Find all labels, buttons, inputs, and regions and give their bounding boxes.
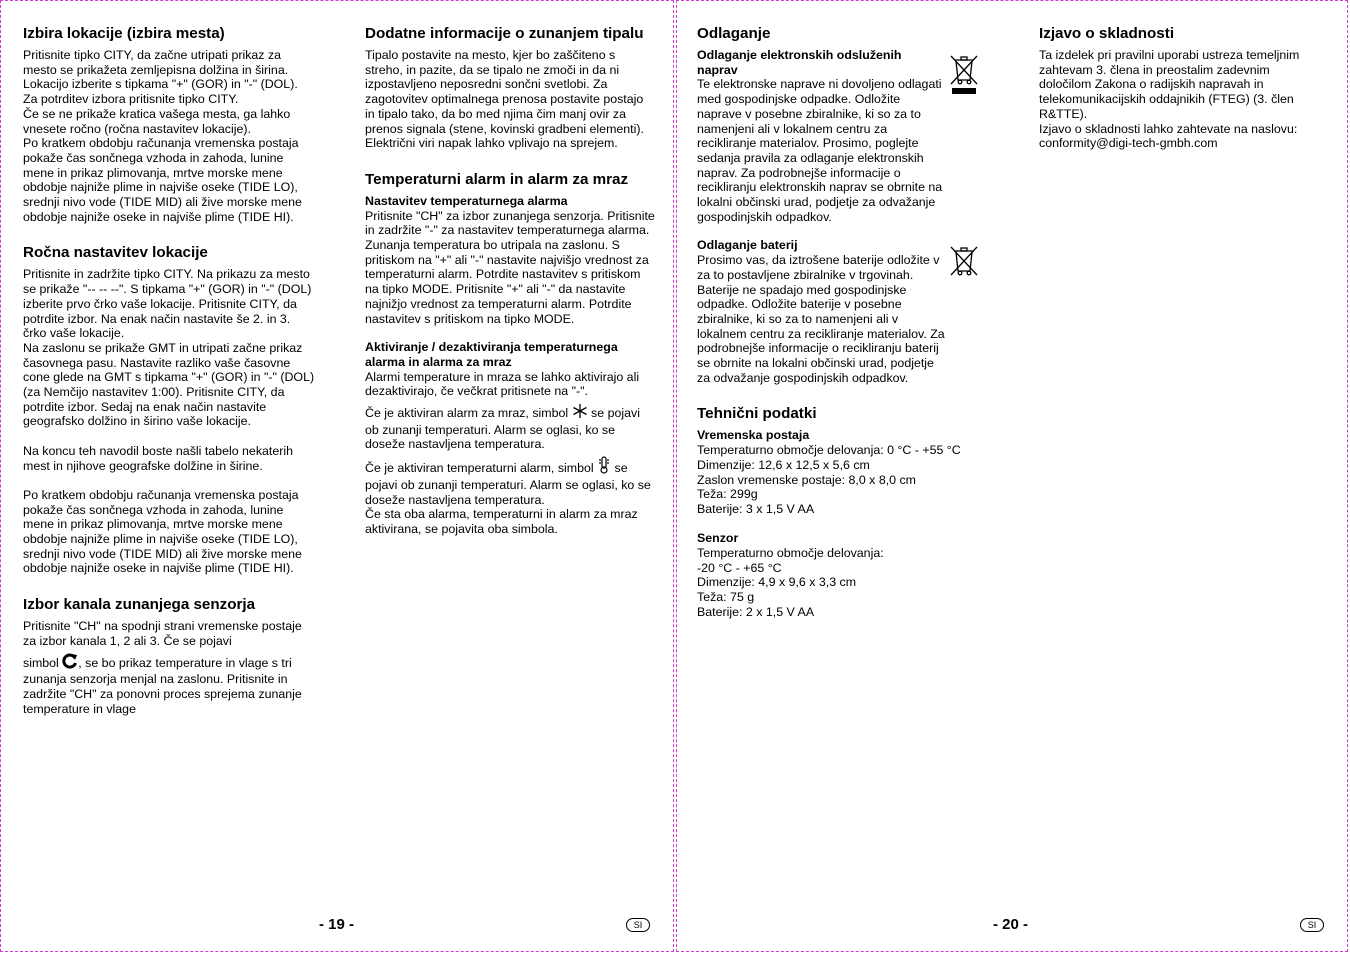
- spec-line: Temperaturno območje delovanja:: [697, 546, 884, 561]
- subheading: Senzor: [697, 531, 739, 546]
- paragraph: Če se ne prikaže kratica vašega mesta, ga lahko vnesete ročno (ročna nastavitev lokacije).: [23, 106, 291, 136]
- heading-izbira-lokacije: Izbira lokacije (izbira mesta): [23, 25, 225, 42]
- subheading: Odlaganje elektronskih odsluženih naprav: [697, 48, 902, 77]
- spec-line: Teža: 75 g: [697, 590, 755, 605]
- heading-izbor-kanala: Izbor kanala zunanjega senzorja: [23, 596, 256, 614]
- paragraph: Po kratkem obdobju računanja vremenska postaja pokaže čas sončnega vzhoda in zahoda, lunine mene in prikaz plimovanja, mrtve morske mene obdobje najniže plime in najviše oseke (TIDE LO), srednji nivo vode (TIDE MID) ali žive morske mene obdobje najniže oseke in najviše plime (TIDE HI).: [23, 136, 302, 224]
- paragraph: Pritisnite "CH" za izbor zunanjega senzorja. Pritisnite in zadržite "-" za nastavitev temperaturnega alarma. Zunanja temperatura bo utripala na zaslonu. S pritiskom na "+" ali "-" nastavite najvišjo vrednost za temperaturni alarm. Potrdite nastavitev s pritiskom na tipko MODE. Pritisnite "+" ali "-" da nastavite najnižjo vrednost za temperaturni alarm. Potrdite nastavitev s pritiskom na tipko MODE.: [365, 208, 655, 326]
- heading-tehnicni-podatki: Tehnični podatki: [697, 405, 817, 423]
- subheading: Nastavitev temperaturnega alarma: [365, 193, 568, 208]
- heading-dodatne-informacije: Dodatne informacije o zunanjem tipalu: [365, 25, 644, 42]
- page-19: [0, 0, 674, 952]
- heading-temperaturni-alarm: Temperaturni alarm in alarm za mraz: [365, 170, 629, 188]
- paragraph: Električni viri napak lahko vplivajo na sprejem.: [365, 136, 618, 151]
- rotate-signal-icon: [62, 653, 78, 673]
- paragraph: Tipalo postavite na mesto, kjer bo zaščiteno s streho, in pazite, da se tipalo ne zmoči in da ni izpostavljeno neposredni sončni svetlobi. Za zagotovitev optimalnega prenosa postavite postajo in tipalo tako, da bo med njima čim manj ovir za prenos signala (stene, kovinski gradbeni elementi).: [365, 48, 644, 136]
- thermometer-alarm-icon: [597, 456, 611, 478]
- paragraph: Ta izdelek pri pravilni uporabi ustreza temeljnim zahtevam 3. člena in preostalim zadevnim določilom Zakona o radijskih napravah in telekomunikacijskih oddajnikih (FTEG) (3. člen R&TTE).: [1039, 48, 1300, 121]
- crossed-bin-icon: [949, 53, 979, 100]
- language-badge: SI: [626, 918, 650, 932]
- paragraph: Pritisnite in zadržite tipko CITY. Na prikazu za mesto se prikaže "-- -- --". S tipkama "+" (GOR) in "-" (DOL) izberite prvo črko vaše lokacije. Pritisnite CITY, da potrdite izbor. Na enak način nastavite še 2. in 3. črko vaše lokacije.: [23, 267, 312, 341]
- spec-line: Dimenzije: 4,9 x 9,6 x 3,3 cm: [697, 575, 857, 590]
- paragraph: Pritisnite "CH" na spodnji strani vremenske postaje za izbor kanala 1, 2 ali 3. Če se pojavi: [23, 619, 302, 648]
- heading-odlaganje: Odlaganje: [697, 25, 771, 42]
- subheading: Vremenska postaja: [697, 428, 810, 443]
- right-column-2: [1039, 25, 1317, 151]
- paragraph: Pritisnite tipko CITY, da začne utripati prikaz za mesto se prikažeta zemljepisna dolžina in širina. Lokacijo izberite s tipkama "+" (GOR) in "-" (DOL). Za potrditev izbora pritisnite tipko CITY.: [23, 48, 298, 107]
- paragraph: Če je aktiviran temperaturni alarm, simbol se pojavi ob zunanji temperaturi. Alarm se oglasi, ko se doseže nastavljena temperatura.: [365, 456, 655, 507]
- spec-line: -20 °C - +65 °C: [697, 560, 782, 575]
- page-number: - 20 -: [993, 916, 1029, 933]
- left-column-2: [365, 25, 655, 537]
- spec-line: Baterije: 2 x 1,5 V AA: [697, 604, 815, 619]
- paragraph: Te elektronske naprave ni dovoljeno odlagati med gospodinjske odpadke. Odložite naprave v posebne zbiralnike, ki so za to namenjeni ali v lokalnem centru za recikliranje materialov. Prosimo, poglejte sedanja pravila za odlaganje elektronskih naprav. Za podrobnejše informacije o recikliranju elektronskih naprav se obrnite na lokalni občinski urad, podjetje za odvažanje gospodinjskih odpadkov.: [697, 77, 943, 224]
- paragraph: Izjavo o skladnosti lahko zahtevate na naslovu: conformity@digi-tech-gmbh.com: [1039, 121, 1298, 151]
- paragraph: Če sta oba alarma, temperaturni in alarm za mraz aktivirana, se pojavita oba simbola.: [365, 507, 638, 536]
- subheading: Aktiviranje / dezaktiviranja temperaturnega alarma in alarma za mraz: [365, 340, 618, 369]
- right-column-1: [697, 25, 961, 620]
- paragraph: Po kratkem obdobju računanja vremenska postaja pokaže čas sončnega vzhoda in zahoda, lunine mene in prikaz plimovanja, mrtve morske mene obdobje najniže plime in najviše oseke (TIDE LO), srednji nivo vode (TIDE MID) ali žive morske mene obdobje najniže oseke in najviše plime (TIDE HI).: [23, 487, 302, 576]
- snowflake-icon: [572, 403, 588, 423]
- spec-line: Baterije: 3 x 1,5 V AA: [697, 501, 815, 516]
- language-badge: SI: [1300, 918, 1324, 932]
- page-number: - 19 -: [319, 916, 355, 933]
- paragraph: Na zaslonu se prikaže GMT in utripati začne prikaz časovnega pasu. Nastavite razliko vaše časovne cone glede na GMT s tipkama "+" (GOR) in "-" (DOL) (za Nemčijo nastavitev 1:00). Pritisnite CITY, da potrdite izbor. Sedaj na enak način nastavite geografsko dolžino in širino vaše lokacije.: [23, 340, 315, 429]
- spec-line: Teža: 299g: [697, 487, 758, 502]
- paragraph: Prosimo vas, da iztrošene baterije odložite v za to postavljene zbiralnike v trgovinah. Baterije ne spadajo med gospodinjske odpadke. Odložite baterije v posebne zbiralnike, ki so za to namenjeni ali v lokalnem centru za recikliranje materialov. Za podrobnejše informacije o recikliranju baterij se obrnite na lokalni občinski urad, podjetje za odvažanje gospodinjskih odpadkov.: [697, 253, 945, 385]
- heading-izjavo-o-skladnosti: Izjavo o skladnosti: [1039, 25, 1175, 42]
- paragraph: Alarmi temperature in mraza se lahko aktivirajo ali dezaktivirajo, če večkrat pritisnete na "-".: [365, 369, 640, 399]
- paragraph: Če je aktiviran alarm za mraz, simbol se pojavi ob zunanji temperaturi. Alarm se oglasi, ko se doseže nastavljena temperatura.: [365, 403, 655, 452]
- heading-rocna-nastavitev: Ročna nastavitev lokacije: [23, 244, 208, 262]
- page-20: [676, 0, 1348, 952]
- spec-line: Temperaturno območje delovanja: 0 °C - +55 °C: [697, 443, 961, 458]
- paragraph: Na koncu teh navodil boste našli tabelo nekaterih mest in njihove geografske dolžine in širine.: [23, 443, 294, 473]
- paragraph: simbol , se bo prikaz temperature in vlage s tri zunanja senzorja menjal na zaslonu. Pritisnite in zadržite "CH" za ponovni proces sprejema zunanje temperature in vlage: [23, 653, 315, 717]
- spec-line: Dimenzije: 12,6 x 12,5 x 5,6 cm: [697, 457, 870, 472]
- crossed-bin-icon: [949, 244, 979, 281]
- left-column-1: [23, 25, 315, 716]
- spec-line: Zaslon vremenske postaje: 8,0 x 8,0 cm: [697, 472, 917, 487]
- subheading: Odlaganje baterij: [697, 238, 798, 253]
